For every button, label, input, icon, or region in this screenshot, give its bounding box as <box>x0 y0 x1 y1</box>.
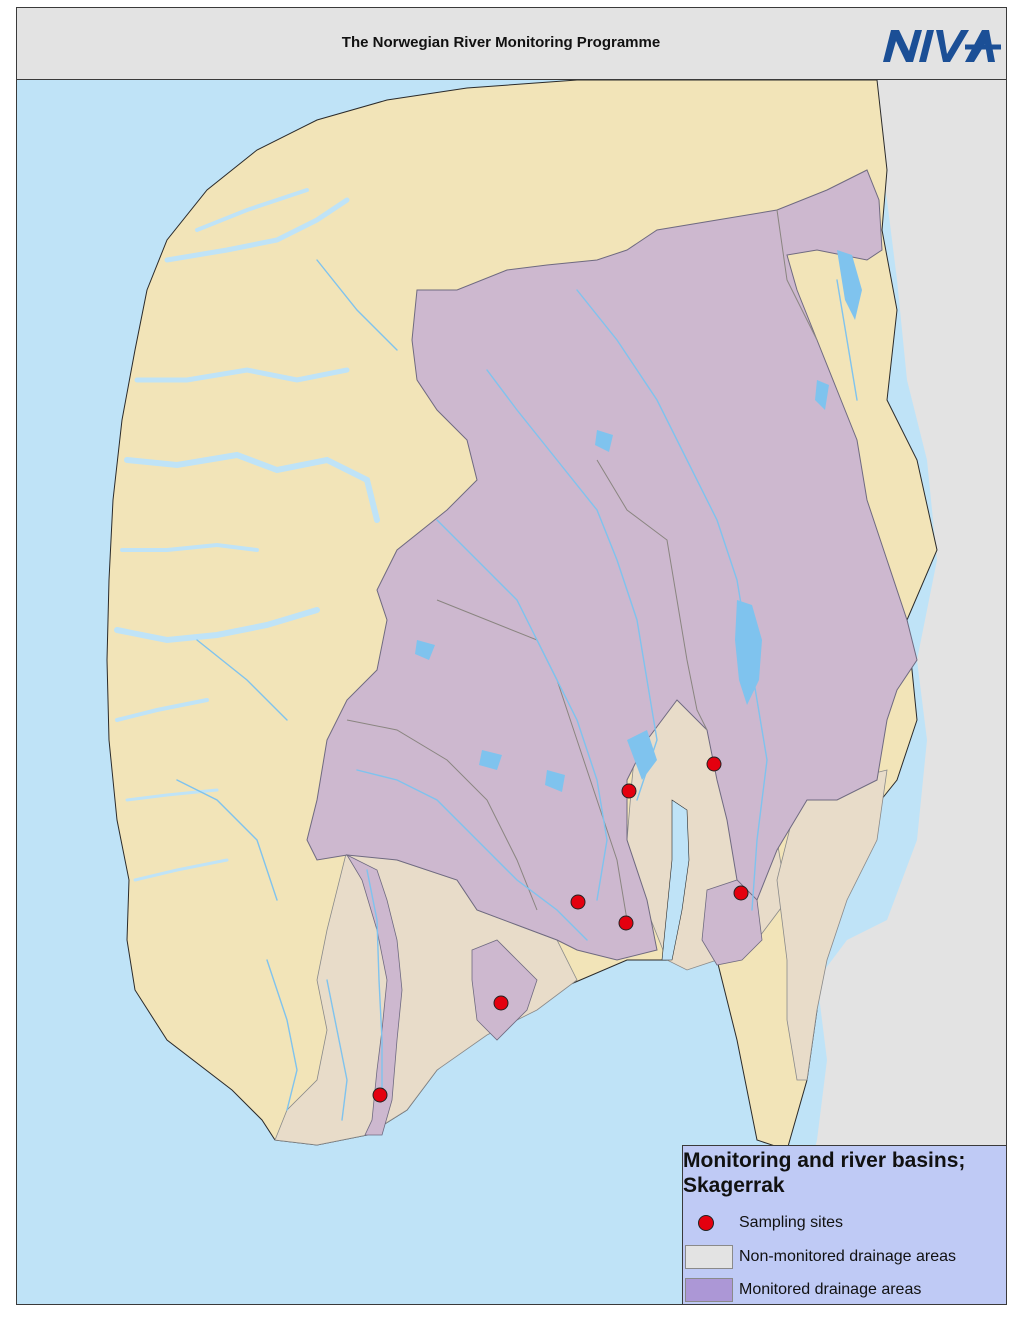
legend-title-line-2: Skagerrak <box>683 1174 785 1197</box>
map-title: The Norwegian River Monitoring Programme <box>341 34 661 51</box>
legend-item-non-monitored <box>683 1244 1007 1270</box>
legend-label: Sampling sites <box>739 1214 844 1231</box>
legend-item-sampling-sites <box>683 1210 1007 1236</box>
sampling-site-marker <box>622 784 636 798</box>
legend-label: Non-monitored drainage areas <box>739 1248 957 1265</box>
legend-title-line-1: Monitoring and river basins; <box>683 1149 966 1172</box>
sampling-site-marker <box>571 895 585 909</box>
legend-label: Monitored drainage areas <box>739 1281 922 1298</box>
niva-logo <box>879 24 1001 68</box>
map-frame <box>16 7 1007 1305</box>
sampling-site-marker <box>494 996 508 1010</box>
sampling-site-marker <box>707 757 721 771</box>
sampling-site-marker <box>734 886 748 900</box>
monitored-swatch <box>685 1278 733 1302</box>
red-circle-icon <box>698 1215 714 1231</box>
map-header <box>17 8 1006 80</box>
legend-item-monitored <box>683 1277 1007 1303</box>
legend <box>682 1145 1007 1305</box>
sampling-site-marker <box>619 916 633 930</box>
sampling-site-marker <box>373 1088 387 1102</box>
legend-title <box>683 1148 1007 1198</box>
map-canvas <box>17 80 1006 1304</box>
non-monitored-swatch <box>685 1245 733 1269</box>
